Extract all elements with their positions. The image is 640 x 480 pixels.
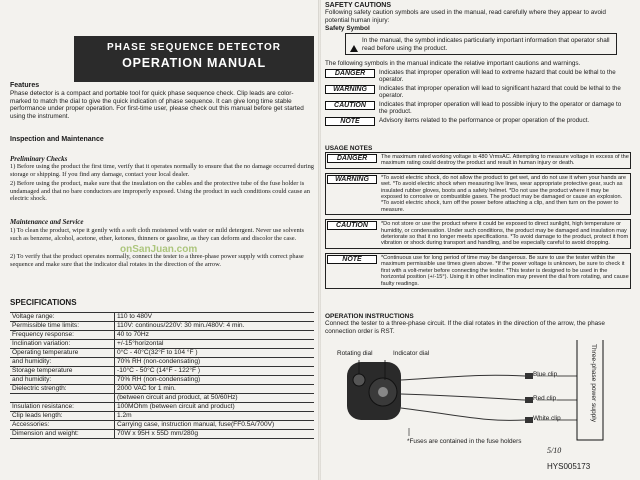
symbol-row [325, 85, 625, 99]
spec-value: 70W x 95H x 55D mm/280g [115, 430, 315, 439]
note-text: *Continuous use for long period of time may be dangerous. Be sure to use the tester within the maximum permissible use times given above. *If the power voltage is unknown, be sure to check it first with a volt-meter before connecting the tester. *This tester is designed to be used in the horizontal position (+/-15°). Using it in other inclination may prevent the dial from rotating, and cause faulty readings. [381, 254, 629, 287]
maintenance-text-2: 2) To verify that the product operates normally, connect the tester to a three-phase power supply with correct phase sequence and make sure that the indicator dial rotates in the direction of the arrow. [10, 253, 304, 268]
symbols-intro: The following symbols in the manual indicate the relative important cautions and warnings. [325, 60, 581, 67]
page-fold [318, 0, 321, 480]
spec-value: 100MOhm (between circuit and product) [115, 403, 315, 412]
spec-value: 70% RH (non-condensating) [115, 376, 315, 385]
supply-lines [557, 376, 577, 420]
spec-label: Frequency response: [10, 331, 115, 340]
manual-title: OPERATION MANUAL [122, 56, 266, 70]
safety-symbol-label: Safety Symbol [325, 25, 370, 32]
spec-row [10, 340, 314, 349]
danger-label: DANGER [327, 154, 377, 163]
usage-note [325, 253, 631, 289]
note-text: Indicates that improper operation will lead to extreme hazard that could be lethal to the operator. [379, 69, 616, 83]
specifications-heading: SPECIFICATIONS [10, 298, 77, 307]
spec-value: 1.2m [115, 412, 315, 421]
spec-label: Voltage range: [10, 313, 115, 322]
rotating-dial-label: Rotating dial [337, 350, 373, 357]
spec-label [10, 394, 115, 403]
red-wire [401, 394, 525, 400]
note-text: The maximum rated working voltage is 480 VrmsAC. Attempting to measure voltage in excess of the maximum rating could destroy the product and result in human injury or death. [381, 154, 629, 167]
spec-row [10, 331, 314, 340]
red-clip-label: Red clip [533, 395, 557, 402]
spec-value: +/-15°horizontal [115, 340, 315, 349]
spec-row [10, 421, 314, 430]
usage-notes-list [325, 152, 631, 293]
preliminary-text-2: 2) Before using the product, make sure that the insulation on the cables and the protective tube of the fuse holder is undamaged and that no bare conductors are improperly exposed. Using the product in such conditions could cause an electric shock. [10, 180, 310, 203]
spec-value: (between circuit and product, at 50/60Hz) [115, 394, 315, 403]
preliminary-heading: Preliminary Checks [10, 155, 68, 163]
watermark: onSanJuan.com [120, 244, 198, 255]
preliminary-text-1: 1) Before using the product the first time, verify that it operates normally to ensure that the no damage occurred during storage or shipping. If you find any damage, contact your local dealer. [10, 163, 314, 178]
spec-label: Clip leads length: [10, 412, 115, 421]
usage-note [325, 219, 631, 249]
note-text: Indicates that improper operation will lead to possible injury to the operator or damage to the product. [379, 101, 622, 115]
spec-label: Dimension and weight: [10, 430, 115, 439]
symbols-list [325, 69, 625, 128]
blue-clip-label: Blue clip [533, 371, 558, 378]
usage-notes-heading: USAGE NOTES [325, 145, 373, 152]
warning-label: WARNING [327, 175, 377, 184]
note-text: Indicates that improper operation will lead to significant hazard that could be lethal to the operator. [379, 85, 621, 99]
specifications-table [10, 312, 314, 439]
operation-heading: OPERATION INSTRUCTIONS [325, 313, 414, 320]
spec-label: Dielectric strength: [10, 385, 115, 394]
spec-row [10, 358, 314, 367]
spec-row [10, 394, 314, 403]
device-diagram [325, 340, 632, 480]
operation-text: Connect the tester to a three-phase circuit. If the dial rotates in the direction of the arrow, the phase connection order is RST. [325, 320, 605, 335]
inspection-heading: Inspection and Maintenance [10, 136, 104, 143]
spec-row [10, 412, 314, 421]
symbol-row [325, 69, 625, 83]
spec-row [10, 322, 314, 331]
maintenance-heading: Maintenance and Service [10, 218, 84, 226]
warning-triangle-icon [350, 40, 358, 58]
usage-note [325, 173, 631, 215]
indicator-dial-label: Indicator dial [393, 350, 430, 357]
symbol-row [325, 101, 625, 115]
spec-label: Accessories: [10, 421, 115, 430]
power-supply-label: Three-phase power supply [590, 344, 597, 423]
spec-row [10, 376, 314, 385]
features-heading: Features [10, 82, 40, 89]
spec-row [10, 403, 314, 412]
fuse-note: *Fuses are contained in the fuse holders [407, 438, 522, 445]
white-clip [525, 417, 533, 423]
indicator-center [378, 387, 388, 397]
rotating-dial [353, 374, 365, 386]
spec-label: Operating temperature [10, 349, 115, 358]
maintenance-text-1: 1) To clean the product, wipe it gently with a soft cloth moistened with water or mild detergent. Never use solvents such as benzene, alcohol, acetone, ether, ketones, thinners or gasoline, as they can deform and discolor the case. [10, 227, 304, 242]
left-column [10, 0, 314, 480]
note-label: NOTE [327, 255, 377, 264]
white-wire [401, 408, 525, 420]
spec-label: and humidity: [10, 376, 115, 385]
spec-value: 2000 VAC for 1 min. [115, 385, 315, 394]
safety-cautions-heading: SAFETY CAUTIONS [325, 2, 391, 9]
danger-label: DANGER [325, 69, 375, 78]
caution-label: CAUTION [325, 101, 375, 110]
handwritten-note: 5/10 [547, 446, 562, 455]
warning-label: WARNING [325, 85, 375, 94]
note-label: NOTE [325, 117, 375, 126]
blue-clip [525, 373, 533, 379]
spec-label: Storage temperature [10, 367, 115, 376]
safety-cautions-text: Following safety caution symbols are used in the manual, read carefully where they appear to avoid potential human injury: [325, 9, 606, 24]
spec-label: and humidity: [10, 358, 115, 367]
spec-label: Inclination variation: [10, 340, 115, 349]
spec-row [10, 430, 314, 439]
symbol-row [325, 117, 625, 126]
spec-row [10, 313, 314, 322]
right-column [325, 0, 632, 480]
caution-label: CAUTION [327, 221, 377, 230]
title-banner [74, 36, 314, 82]
spec-label: Permissible time limits: [10, 322, 115, 331]
note-text: *Do not store or use the product where it could be exposed to direct sunlight, high temperature or humidity, or condensation. Under such conditions, the product may be damaged and insulation may deteriorate so that it no longer meets specifications. *To avoid damage to the product, protect it from vibration or shock during transport and handling, and be especially careful to avoid dropping. [381, 221, 629, 247]
note-text: Advisory items related to the performance or proper operation of the product. [379, 117, 590, 124]
spec-value: 70% RH (non-condensating) [115, 358, 315, 367]
spec-value: Carrying case, instruction manual, fuse(FF0.5A/700V) [115, 421, 315, 430]
usage-note [325, 152, 631, 169]
spec-value: 40 to 70Hz [115, 331, 315, 340]
safety-symbol-box [345, 33, 617, 55]
product-title: PHASE SEQUENCE DETECTOR [107, 42, 281, 53]
spec-value: 110 to 480V [115, 313, 315, 322]
features-text: Phase detector is a compact and portable tool for quick phase sequence check. Clip leads are color-marked to match the dial to give the quick indication of phase sequence. It can give long time stable performance under proper operation. For first-time user, please check out this manual before get started using the instrument. [10, 90, 304, 120]
red-clip [525, 397, 533, 403]
spec-row [10, 385, 314, 394]
blue-wire [401, 375, 525, 380]
spec-label: Insulation resistance: [10, 403, 115, 412]
spec-row [10, 367, 314, 376]
white-clip-label: White clip [533, 415, 561, 422]
safety-symbol-text: In the manual, the symbol indicates particularly important information that operator shall read before using the product. [362, 37, 610, 52]
note-text: *To avoid electric shock, do not allow the product to get wet, and do not use it when your hands are wet. *To avoid electric shock when measuring live lines, wear appropriate protective gear, such as insulated rubber gloves, boots and a safety helmet. *Do not use the product where it may be exposed to corrosive or combustible gases. The product may be damaged or cause an explosion. *To avoid electric shock, turn off the power before attaching a clip, and then turn on the power to measure. [381, 174, 627, 213]
spec-value: -10°C - 50°C (14°F - 122°F ) [115, 367, 315, 376]
spec-row [10, 349, 314, 358]
spec-value: 110V: continous/220V: 30 min./480V: 4 min. [115, 322, 315, 331]
spec-value: 0°C - 40°C(32°F to 104 °F ) [115, 349, 315, 358]
document-code: HYS005173 [547, 462, 591, 471]
